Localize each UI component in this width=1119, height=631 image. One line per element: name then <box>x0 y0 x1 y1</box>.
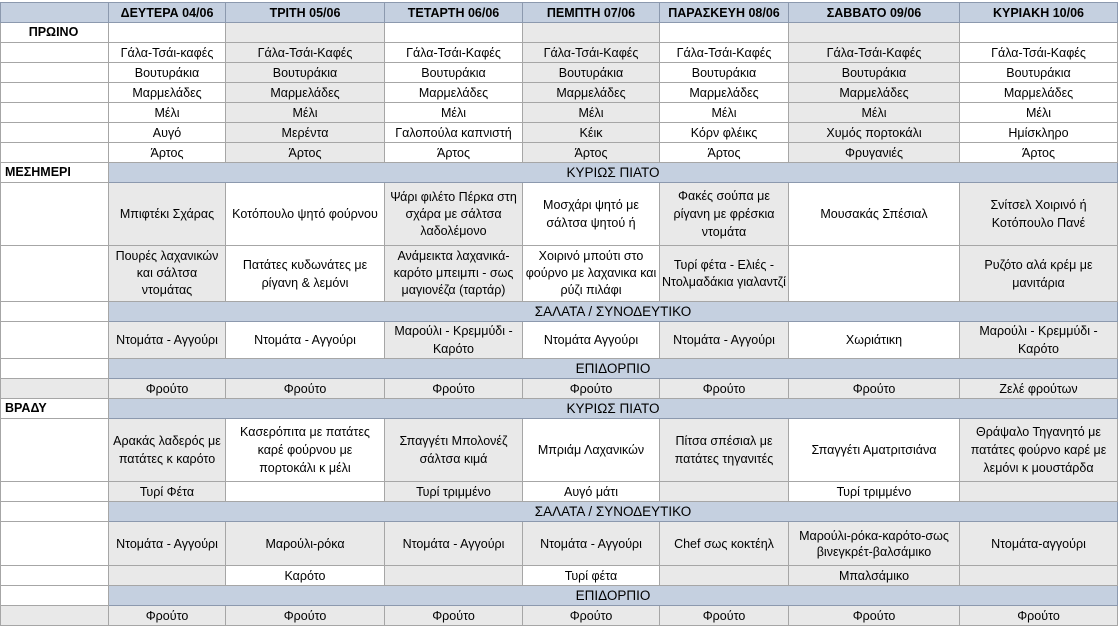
lunch-main-section-row <box>1 163 1118 183</box>
menu-cell: Βουτυράκια <box>960 63 1118 83</box>
menu-cell: Άρτος <box>385 143 523 163</box>
menu-cell: Μαρμελάδες <box>523 83 660 103</box>
menu-cell: Φρούτο <box>789 606 960 626</box>
menu-cell: Γάλα-Τσάι-Καφές <box>960 43 1118 63</box>
menu-cell <box>226 482 385 502</box>
meal-label-lunch: ΜΕΣΗΜΕΡΙ <box>1 163 109 183</box>
menu-cell: Φρούτο <box>660 606 789 626</box>
lunch-main-row <box>1 183 1118 246</box>
menu-cell: Ανάμεικτα λαχανικά-καρότο μπειμπι - σως μαγιονέζα (ταρτάρ) <box>385 246 523 302</box>
row-label <box>1 566 109 586</box>
section-header-salad: ΣΑΛΑΤΑ / ΣΥΝΟΔΕΥΤΙΚΟ <box>109 502 1118 522</box>
menu-cell: Chef σως κοκτέηλ <box>660 522 789 566</box>
menu-cell: Πίτσα σπέσιαλ με πατάτες τηγανιτές <box>660 419 789 482</box>
menu-cell: Κέικ <box>523 123 660 143</box>
day-header: ΤΕΤΑΡΤΗ 06/06 <box>385 3 523 23</box>
menu-cell: Μέλι <box>660 103 789 123</box>
empty-cell <box>226 23 385 43</box>
row-label <box>1 83 109 103</box>
menu-cell: Σπαγγέτι Μπολονέζ σάλτσα κιμά <box>385 419 523 482</box>
section-header-main: ΚΥΡΙΩΣ ΠΙΑΤΟ <box>109 399 1118 419</box>
menu-cell: Χυμός πορτοκάλι <box>789 123 960 143</box>
breakfast-row <box>1 43 1118 63</box>
menu-cell <box>789 246 960 302</box>
menu-cell: Μπιφτέκι Σχάρας <box>109 183 226 246</box>
menu-cell: Μερέντα <box>226 123 385 143</box>
meal-label-dinner: ΒΡΑΔΥ <box>1 399 109 419</box>
lunch-main-row <box>1 246 1118 302</box>
menu-cell: Κασερόπιτα με πατάτες καρέ φούρνου με πορτοκάλι κ μέλι <box>226 419 385 482</box>
menu-cell: Γάλα-Τσάι-Καφές <box>523 43 660 63</box>
menu-cell: Πουρές λαχανικών και σάλτσα ντομάτας <box>109 246 226 302</box>
menu-cell: Ρυζότο αλά κρέμ με μανιτάρια <box>960 246 1118 302</box>
menu-cell: Βουτυράκια <box>385 63 523 83</box>
meal-label-breakfast: ΠΡΩΙΝΟ <box>1 23 109 43</box>
breakfast-row <box>1 103 1118 123</box>
menu-cell <box>960 482 1118 502</box>
menu-cell: Μουσακάς Σπέσιαλ <box>789 183 960 246</box>
menu-cell: Βουτυράκια <box>226 63 385 83</box>
menu-cell: Τυρί τριμμένο <box>789 482 960 502</box>
menu-cell: Μπαλσάμικο <box>789 566 960 586</box>
row-label <box>1 586 109 606</box>
menu-cell: Μαρμελάδες <box>660 83 789 103</box>
dinner-salad-row <box>1 566 1118 586</box>
row-label <box>1 43 109 63</box>
empty-cell <box>960 23 1118 43</box>
menu-cell: Φρυγανιές <box>789 143 960 163</box>
row-label <box>1 246 109 302</box>
menu-cell: Μαρμελάδες <box>226 83 385 103</box>
menu-cell: Φρούτο <box>226 606 385 626</box>
lunch-dessert-row <box>1 379 1118 399</box>
row-label <box>1 63 109 83</box>
menu-cell: Γάλα-Τσάι-Καφές <box>385 43 523 63</box>
dinner-salad-row <box>1 522 1118 566</box>
breakfast-row <box>1 83 1118 103</box>
menu-cell: Ντομάτα - Αγγούρι <box>385 522 523 566</box>
row-label <box>1 302 109 322</box>
empty-cell <box>789 23 960 43</box>
menu-cell: Ντομάτα Αγγούρι <box>523 322 660 359</box>
menu-cell: Καρότο <box>226 566 385 586</box>
row-label <box>1 103 109 123</box>
menu-cell: Βουτυράκια <box>660 63 789 83</box>
menu-cell: Φρούτο <box>385 606 523 626</box>
dinner-main-row <box>1 482 1118 502</box>
empty-cell <box>385 23 523 43</box>
menu-cell: Φρούτο <box>789 379 960 399</box>
day-header: ΣΑΒΒΑΤΟ 09/06 <box>789 3 960 23</box>
menu-cell: Ντομάτα - Αγγούρι <box>660 322 789 359</box>
row-label <box>1 322 109 359</box>
breakfast-row <box>1 63 1118 83</box>
menu-cell: Μαρούλι - Κρεμμύδι - Καρότο <box>960 322 1118 359</box>
breakfast-label-row <box>1 23 1118 43</box>
menu-cell: Μέλι <box>109 103 226 123</box>
dinner-main-section-row <box>1 399 1118 419</box>
menu-cell <box>385 566 523 586</box>
menu-cell: Αρακάς λαδερός με πατάτες κ καρότο <box>109 419 226 482</box>
menu-cell: Γάλα-Τσάι-Καφές <box>660 43 789 63</box>
breakfast-row <box>1 123 1118 143</box>
menu-cell: Άρτος <box>660 143 789 163</box>
menu-cell <box>109 566 226 586</box>
menu-cell: Ντομάτα - Αγγούρι <box>226 322 385 359</box>
day-header-row <box>1 3 1118 23</box>
menu-cell: Μοσχάρι ψητό με σάλτσα ψητού ή <box>523 183 660 246</box>
menu-cell: Άρτος <box>226 143 385 163</box>
menu-cell: Ντομάτα-αγγούρι <box>960 522 1118 566</box>
empty-cell <box>523 23 660 43</box>
menu-cell: Φρούτο <box>523 379 660 399</box>
menu-cell: Μαρούλι-ρόκα-καρότο-σως βινεγκρέτ-βαλσάμικο <box>789 522 960 566</box>
menu-cell: Βουτυράκια <box>523 63 660 83</box>
day-header: ΠΑΡΑΣΚΕΥΗ 08/06 <box>660 3 789 23</box>
dinner-dessert-section-row <box>1 586 1118 606</box>
section-header-salad: ΣΑΛΑΤΑ / ΣΥΝΟΔΕΥΤΙΚΟ <box>109 302 1118 322</box>
menu-cell: Πατάτες κυδωνάτες με ρίγανη & λεμόνι <box>226 246 385 302</box>
day-header: ΔΕΥΤΕΡΑ 04/06 <box>109 3 226 23</box>
menu-cell <box>960 566 1118 586</box>
menu-cell: Άρτος <box>109 143 226 163</box>
menu-cell: Μέλι <box>789 103 960 123</box>
menu-cell: Γάλα-Τσάι-καφές <box>109 43 226 63</box>
row-label <box>1 606 109 626</box>
menu-cell: Τυρί Φέτα <box>109 482 226 502</box>
menu-cell: Ζελέ φρούτων <box>960 379 1118 399</box>
section-header-dessert: ΕΠΙΔΟΡΠΙΟ <box>109 359 1118 379</box>
menu-cell: Μαρμελάδες <box>789 83 960 103</box>
lunch-dessert-section-row <box>1 359 1118 379</box>
weekly-menu-table <box>0 2 1118 626</box>
menu-cell: Αυγό <box>109 123 226 143</box>
menu-cell: Γάλα-Τσάι-Καφές <box>789 43 960 63</box>
menu-cell: Φρούτο <box>960 606 1118 626</box>
menu-cell <box>660 566 789 586</box>
menu-cell: Θράψαλο Τηγανητό με πατάτες φούρνο καρέ με λεμόνι κ μουστάρδα <box>960 419 1118 482</box>
section-header-dessert: ΕΠΙΔΟΡΠΙΟ <box>109 586 1118 606</box>
row-label <box>1 143 109 163</box>
menu-cell: Άρτος <box>523 143 660 163</box>
menu-cell: Χωριάτικη <box>789 322 960 359</box>
menu-cell: Φρούτο <box>385 379 523 399</box>
row-label <box>1 359 109 379</box>
menu-cell: Γαλοπούλα καπνιστή <box>385 123 523 143</box>
menu-cell: Γάλα-Τσάι-Καφές <box>226 43 385 63</box>
menu-cell: Φρούτο <box>660 379 789 399</box>
menu-cell: Ημίσκληρο <box>960 123 1118 143</box>
menu-cell: Φρούτο <box>109 379 226 399</box>
menu-cell: Φρούτο <box>109 606 226 626</box>
menu-cell: Άρτος <box>960 143 1118 163</box>
menu-cell <box>660 482 789 502</box>
menu-cell: Κοτόπουλο ψητό φούρνου <box>226 183 385 246</box>
empty-cell <box>660 23 789 43</box>
menu-cell: Τυρί φέτα - Ελιές - Ντολμαδάκια γιαλαντζί <box>660 246 789 302</box>
menu-cell: Χοιρινό μπούτι στο φούρνο με λαχανικα και ρύζι πιλάφι <box>523 246 660 302</box>
menu-cell: Σπαγγέτι Αματριτσιάνα <box>789 419 960 482</box>
menu-cell: Μπριάμ Λαχανικών <box>523 419 660 482</box>
menu-cell: Φρούτο <box>226 379 385 399</box>
menu-cell: Μαρμελάδες <box>109 83 226 103</box>
menu-cell: Μαρμελάδες <box>960 83 1118 103</box>
menu-cell: Βουτυράκια <box>109 63 226 83</box>
row-label <box>1 379 109 399</box>
menu-cell: Μέλι <box>960 103 1118 123</box>
menu-cell: Μαρούλι-ρόκα <box>226 522 385 566</box>
menu-cell: Μέλι <box>226 103 385 123</box>
menu-cell: Ψάρι φιλέτο Πέρκα στη σχάρα με σάλτσα λαδολέμονο <box>385 183 523 246</box>
row-label <box>1 183 109 246</box>
row-label <box>1 502 109 522</box>
menu-cell: Σνίτσελ Χοιρινό ή Κοτόπουλο Πανέ <box>960 183 1118 246</box>
menu-cell: Μαρούλι - Κρεμμύδι - Καρότο <box>385 322 523 359</box>
lunch-salad-section-row <box>1 302 1118 322</box>
corner-cell <box>1 3 109 23</box>
menu-cell: Ντομάτα - Αγγούρι <box>109 522 226 566</box>
menu-cell: Ντομάτα - Αγγούρι <box>523 522 660 566</box>
menu-cell: Μέλι <box>385 103 523 123</box>
row-label <box>1 123 109 143</box>
row-label <box>1 482 109 502</box>
row-label <box>1 419 109 482</box>
dinner-main-row <box>1 419 1118 482</box>
menu-cell: Τυρί φέτα <box>523 566 660 586</box>
day-header: ΠΕΜΠΤΗ 07/06 <box>523 3 660 23</box>
day-header: ΤΡΙΤΗ 05/06 <box>226 3 385 23</box>
day-header: ΚΥΡΙΑΚΗ 10/06 <box>960 3 1118 23</box>
menu-cell: Τυρί τριμμένο <box>385 482 523 502</box>
section-header-main: ΚΥΡΙΩΣ ΠΙΑΤΟ <box>109 163 1118 183</box>
dinner-salad-section-row <box>1 502 1118 522</box>
menu-cell: Φακές σούπα με ρίγανη με φρέσκια ντομάτα <box>660 183 789 246</box>
menu-cell: Φρούτο <box>523 606 660 626</box>
lunch-salad-row <box>1 322 1118 359</box>
menu-cell: Ντομάτα - Αγγούρι <box>109 322 226 359</box>
empty-cell <box>109 23 226 43</box>
dinner-dessert-row <box>1 606 1118 626</box>
menu-cell: Κόρν φλέικς <box>660 123 789 143</box>
breakfast-row <box>1 143 1118 163</box>
menu-cell: Μαρμελάδες <box>385 83 523 103</box>
menu-cell: Μέλι <box>523 103 660 123</box>
menu-cell: Αυγό μάτι <box>523 482 660 502</box>
menu-cell: Βουτυράκια <box>789 63 960 83</box>
row-label <box>1 522 109 566</box>
